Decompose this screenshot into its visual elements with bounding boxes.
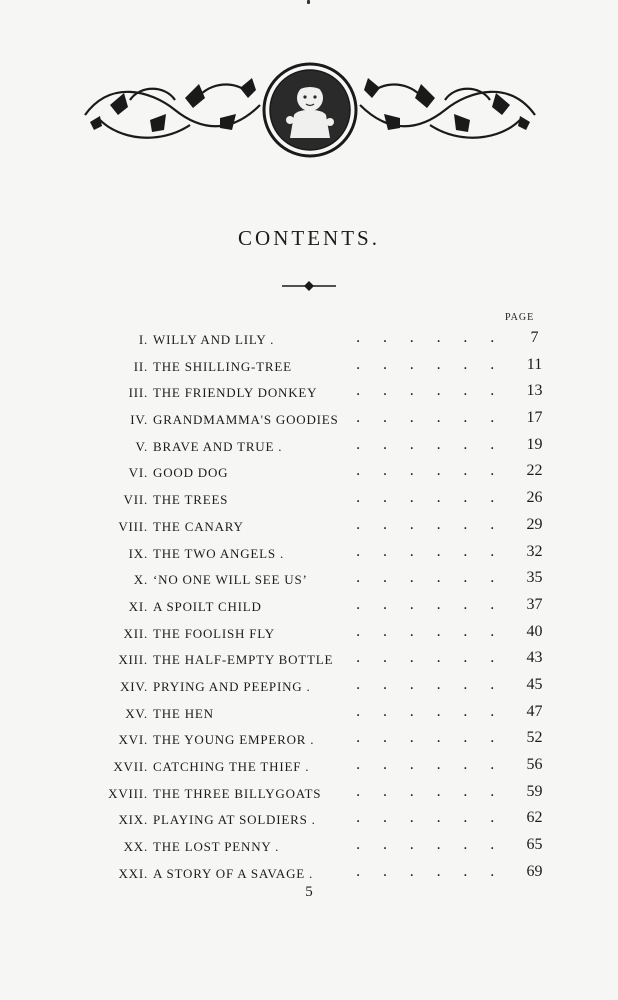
leader-dots: . . . . . .: [356, 729, 495, 747]
leader-dots: . . . . . .: [356, 489, 495, 507]
chapter-title: THE HALF-EMPTY BOTTLE: [153, 652, 334, 668]
chapter-number: XV.: [125, 705, 148, 721]
leader-dots: . . . . . .: [356, 382, 495, 400]
chapter-title: THE TWO ANGELS .: [153, 545, 284, 561]
chapter-page: 37: [526, 595, 543, 613]
chapter-number: VI.: [128, 465, 148, 481]
leader-dots: . . . . . .: [356, 702, 495, 720]
leader-dots: . . . . . .: [356, 435, 495, 453]
contents-entry: [0, 433, 618, 460]
chapter-title: THE LOST PENNY .: [153, 839, 280, 855]
leader-dots: . . . . . .: [356, 836, 495, 854]
chapter-number: XVII.: [113, 759, 148, 774]
chapter-page: 17: [526, 409, 543, 427]
contents-entry: [0, 326, 618, 353]
contents-entry: [0, 486, 618, 513]
leader-dots: . . . . . .: [356, 409, 495, 427]
chapter-page: 47: [526, 702, 543, 720]
chapter-title: THE CANARY: [153, 518, 244, 534]
chapter-number: XX.: [123, 839, 148, 855]
chapter-page: 13: [526, 382, 543, 400]
leader-dots: . . . . . .: [356, 675, 495, 693]
contents-entry: [0, 540, 618, 567]
chapter-number: XIV.: [120, 678, 148, 694]
headpiece-ornament: [80, 60, 540, 160]
chapter-number: II.: [133, 358, 148, 374]
contents-entry: [0, 406, 618, 433]
contents-entry: [0, 753, 618, 780]
leader-dots: . . . . . .: [356, 542, 495, 560]
chapter-title: A SPOILT CHILD: [153, 598, 262, 614]
chapter-number: XVI.: [118, 732, 148, 748]
chapter-title: THE FRIENDLY DONKEY: [153, 385, 318, 401]
contents-entry: [0, 593, 618, 620]
contents-entry: [0, 833, 618, 860]
chapter-number: XI.: [128, 598, 148, 614]
chapter-page: 35: [526, 569, 543, 587]
chapter-page: 19: [526, 435, 543, 453]
contents-entry: [0, 726, 618, 753]
chapter-title: THE HEN: [153, 705, 214, 721]
chapter-title: THE SHILLING-TREE: [153, 358, 292, 374]
chapter-title: ‘NO ONE WILL SEE US’: [153, 572, 308, 588]
chapter-page: 65: [526, 836, 543, 854]
contents-entry: [0, 620, 618, 647]
contents-entry: [0, 459, 618, 486]
chapter-number: XII.: [123, 625, 148, 641]
chapter-title: PRYING AND PEEPING .: [153, 678, 311, 694]
page-column-label: PAGE: [505, 312, 535, 323]
leader-dots: . . . . . .: [356, 809, 495, 827]
leader-dots: . . . . . .: [356, 756, 495, 773]
contents-entry: [0, 700, 618, 727]
chapter-page: 69: [526, 862, 543, 880]
chapter-title: BRAVE AND TRUE .: [153, 438, 283, 454]
chapter-page: 59: [526, 782, 543, 800]
chapter-number: XXI.: [118, 865, 148, 881]
chapter-number: XIX.: [118, 812, 148, 828]
chapter-page: 26: [526, 489, 543, 507]
chapter-page: 43: [526, 649, 543, 667]
chapter-page: 45: [526, 675, 543, 693]
chapter-number: V.: [135, 438, 148, 454]
leader-dots: . . . . . .: [356, 782, 495, 800]
contents-entry: [0, 353, 618, 380]
chapter-page: 22: [526, 462, 543, 480]
title-ornament-rule: [282, 280, 336, 292]
chapter-number: III.: [128, 385, 148, 401]
contents-entry: [0, 780, 618, 807]
chapter-title: THE FOOLISH FLY: [153, 625, 275, 641]
chapter-page: 29: [526, 515, 543, 533]
page-number: 5: [305, 884, 313, 900]
chapter-number: VII.: [123, 492, 148, 508]
chapter-title: GOOD DOG: [153, 465, 229, 481]
chapter-title: THE YOUNG EMPEROR .: [153, 732, 315, 748]
leader-dots: . . . . . .: [356, 622, 495, 640]
leader-dots: . . . . . .: [356, 355, 495, 373]
contents-entry: [0, 566, 618, 593]
chapter-number: X.: [133, 572, 148, 588]
leader-dots: . . . . . .: [356, 515, 495, 533]
chapter-number: XVIII.: [108, 785, 148, 801]
contents-entry: [0, 806, 618, 833]
chapter-title: A STORY OF A SAVAGE .: [153, 865, 314, 881]
leader-dots: . . . . . .: [356, 569, 495, 587]
leader-dots: . . . . . .: [356, 862, 495, 880]
chapter-page: 11: [526, 355, 543, 373]
chapter-page: 40: [526, 622, 543, 640]
chapter-number: I.: [138, 332, 148, 347]
leader-dots: . . . . . .: [356, 462, 495, 480]
page-title: CONTENTS.: [238, 226, 380, 250]
leader-dots: . . . . . .: [356, 649, 495, 667]
contents-list: [0, 326, 618, 886]
leader-dots: . . . . . .: [356, 329, 495, 346]
leader-dots: . . . . . .: [356, 595, 495, 613]
chapter-title: GRANDMAMMA'S GOODIES: [153, 412, 339, 428]
contents-entry: [0, 646, 618, 673]
chapter-page: 7: [530, 329, 539, 346]
contents-entry: [0, 860, 618, 887]
chapter-title: CATCHING THE THIEF .: [153, 759, 310, 774]
chapter-page: 52: [526, 729, 543, 747]
chapter-number: IV.: [130, 412, 148, 428]
chapter-title: WILLY AND LILY .: [153, 332, 275, 347]
chapter-number: IX.: [128, 545, 148, 561]
chapter-page: 56: [526, 756, 543, 773]
chapter-title: PLAYING AT SOLDIERS .: [153, 812, 316, 828]
chapter-number: VIII.: [118, 518, 148, 534]
chapter-number: XIII.: [118, 652, 148, 668]
contents-entry: [0, 673, 618, 700]
contents-entry: [0, 379, 618, 406]
contents-entry: [0, 513, 618, 540]
ink-speck: [307, 0, 310, 4]
chapter-page: 62: [526, 809, 543, 827]
chapter-page: 32: [526, 542, 543, 560]
chapter-title: THE THREE BILLYGOATS: [153, 785, 322, 801]
chapter-title: THE TREES: [153, 492, 229, 508]
